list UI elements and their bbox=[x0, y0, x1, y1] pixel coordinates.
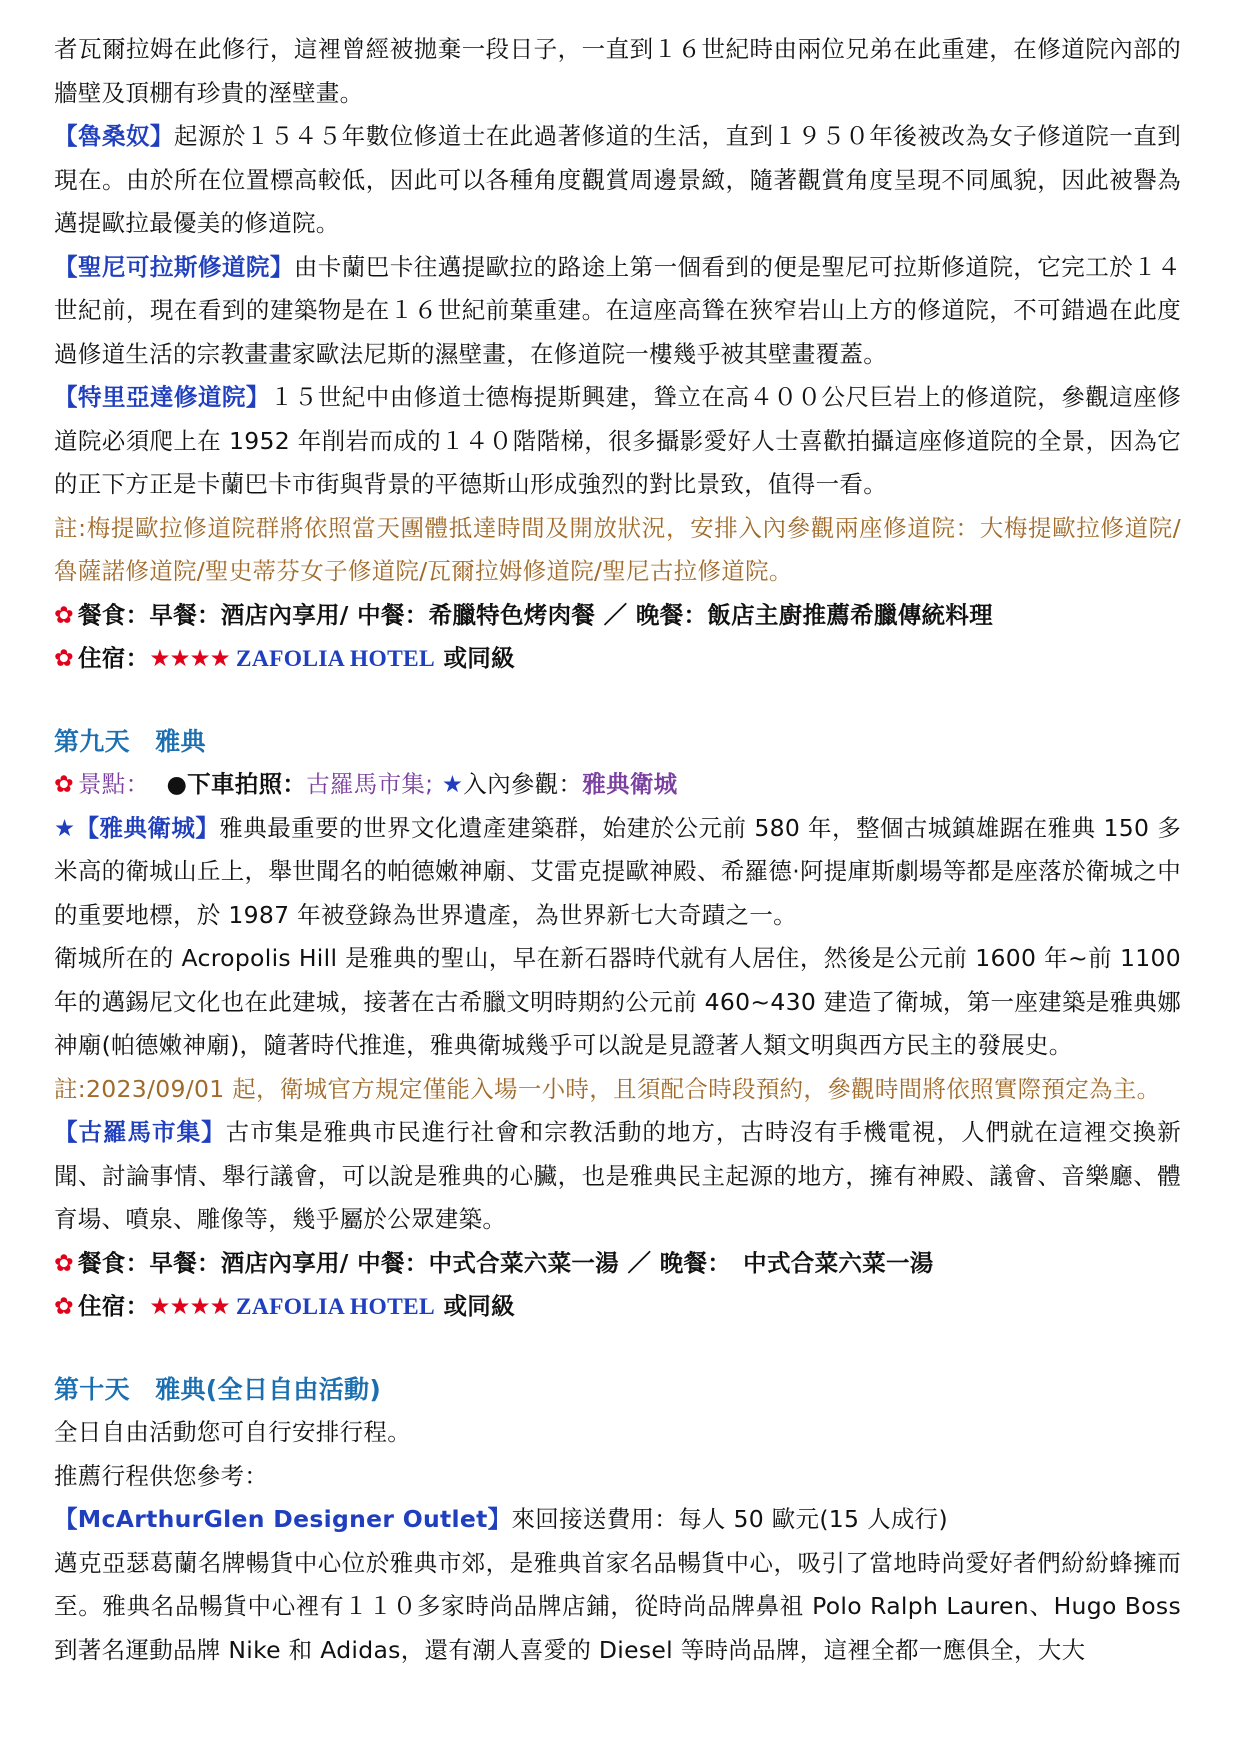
star-icon: ★ bbox=[441, 770, 464, 798]
day10-intro-2: 推薦行程供您參考： bbox=[54, 1461, 269, 1490]
paragraph-varlaam-continued: 者瓦爾拉姆在此修行，這裡曾經被拋棄一段日子，一直到１６世紀時由兩位兄弟在此重建，在修道院內部的牆壁及頂棚有珍貴的溼壁畫。 bbox=[54, 35, 1181, 107]
photo-stop-value: 古羅馬市集; bbox=[306, 770, 434, 798]
outlet-title: 【McArthurGlen Designer Outlet】 bbox=[54, 1505, 512, 1533]
hotel-name: ZAFOLIA HOTEL bbox=[229, 1294, 435, 1320]
paragraph-acropolis-history: 衛城所在的 Acropolis Hill 是雅典的聖山，早在新石器時代就有人居住，然後是公元前 1600 年~前 1100 年的邁錫尼文化也在此建城，接著在古希臘文明時期約公元前 460~430 建造了衛城，第一座建築是雅典娜神廟(帕德嫩神廟)，隨著時代推進，雅典衛城幾乎可以說是見證著人類文明與西方民主的發展史。 bbox=[54, 944, 1181, 1059]
acropolis-text: 雅典最重要的世界文化遺產建築群，始建於公元前 580 年，整個古城鎮雄踞在雅典 150 多米高的衛城山丘上，舉世聞名的帕德嫩神廟、艾雷克提歐神殿、希羅德·阿提庫斯劇場等都是座落於衛城之中的重要地標，於 1987 年被登錄為世界遺產，為世界新七大奇蹟之一。 bbox=[54, 813, 1181, 929]
holy-trinity-title: 【特里亞達修道院】 bbox=[54, 383, 270, 411]
day9-title: 第九天 雅典 bbox=[54, 726, 206, 756]
acropolis-note: 註:2023/09/01 起，衛城官方規定僅能入場一小時，且須配合時段預約，參觀時間將依照實際預定為主。 bbox=[54, 1074, 1161, 1103]
paragraph-st-nicholas bbox=[54, 246, 1181, 377]
rousanou-text: 起源於１５４５年數位修道士在此過著修道的生活，直到１９５０年後被改為女子修道院一直到現在。由於所在位置標高較低，因此可以各種角度觀賞周邊景緻，隨著觀賞角度呈現不同風貌，因此被譽為邁提歐拉最優美的修道院。 bbox=[54, 122, 1181, 237]
paragraph-outlet-fee bbox=[54, 1498, 1181, 1542]
day10-intro-1: 全日自由活動您可自行安排行程。 bbox=[54, 1418, 411, 1446]
visit-label: 入內參觀： bbox=[463, 770, 583, 798]
agora-title: 【古羅馬市集】 bbox=[54, 1118, 226, 1146]
st-nicholas-text: 由卡蘭巴卡往邁提歐拉的路途上第一個看到的便是聖尼可拉斯修道院，它完工於１４世紀前，現在看到的建築物是在１６世紀前葉重建。在這座高聳在狹窄岩山上方的修道院，不可錯過在此度過修道生活的宗教畫畫家歐法尼斯的濕壁畫，在修道院一樓幾乎被其壁畫覆蓋。 bbox=[54, 252, 1181, 368]
holy-trinity-text: １５世紀中由修道士德梅提斯興建，聳立在高４００公尺巨岩上的修道院，參觀這座修道院必須爬上在 1952 年削岩而成的１４０階階梯，很多攝影愛好人士喜歡拍攝這座修道院的全景，因為它的正下方正是卡蘭巴卡市街與背景的平德斯山形成強烈的對比景致，值得一看。 bbox=[54, 383, 1181, 498]
meteora-note: 註:梅提歐拉修道院群將依照當天團體抵達時間及開放狀況，安排入內參觀兩座修道院：大梅提歐拉修道院/魯薩諾修道院/聖史蒂芬女子修道院/瓦爾拉姆修道院/聖尼古拉修道院。 bbox=[54, 513, 1181, 585]
agora-text: 古市集是雅典市民進行社會和宗教活動的地方，古時沒有手機電視，人們就在這裡交換新聞、討論事情、舉行議會，可以說是雅典的心臟，也是雅典民主起源的地方，擁有神殿、議會、音樂廳、體育場、噴泉、雕像等，幾乎屬於公眾建築。 bbox=[54, 1118, 1181, 1233]
photo-stop-label: ●下車拍照： bbox=[166, 770, 307, 798]
visit-value: 雅典衛城 bbox=[582, 770, 678, 798]
st-nicholas-title: 【聖尼可拉斯修道院】 bbox=[54, 252, 294, 281]
hotel-label: 住宿： bbox=[78, 1292, 150, 1320]
paragraph-agora bbox=[54, 1111, 1181, 1242]
paragraph-acropolis bbox=[54, 807, 1181, 938]
acropolis-title: ★【雅典衛城】 bbox=[54, 813, 220, 842]
hotel-line-day9 bbox=[54, 1285, 1181, 1330]
hotel-suffix: 或同級 bbox=[435, 644, 515, 672]
day10-title: 第十天 雅典(全日自由活動) bbox=[54, 1374, 382, 1404]
hotel-stars: ★★★★ bbox=[149, 1292, 230, 1320]
meal-line-day8 bbox=[54, 594, 1181, 638]
hotel-name: ZAFOLIA HOTEL bbox=[229, 646, 435, 672]
meal-text: 餐食：早餐：酒店內享用/ 中餐：希臘特色烤肉餐 ／ 晚餐：飯店主廚推薦希臘傳統料理 bbox=[78, 600, 993, 629]
flower-icon: ✿ bbox=[54, 770, 74, 798]
paragraph-holy-trinity bbox=[54, 376, 1181, 507]
spots-label: 景點： bbox=[78, 770, 150, 798]
flower-icon: ✿ bbox=[54, 1248, 74, 1277]
outlet-fee: 來回接送費用：每人 50 歐元(15 人成行) bbox=[511, 1505, 948, 1533]
meal-text: 餐食：早餐：酒店內享用/ 中餐：中式合菜六菜一湯 ／ 晚餐： 中式合菜六菜一湯 bbox=[78, 1248, 934, 1277]
paragraph-rousanou bbox=[54, 115, 1181, 246]
spots-line-day9 bbox=[54, 763, 1181, 807]
hotel-label: 住宿： bbox=[78, 644, 150, 672]
flower-icon: ✿ bbox=[54, 644, 74, 672]
meal-line-day9 bbox=[54, 1242, 1181, 1286]
hotel-suffix: 或同級 bbox=[435, 1292, 515, 1320]
flower-icon: ✿ bbox=[54, 1292, 74, 1320]
rousanou-title: 【魯桑奴】 bbox=[54, 122, 174, 150]
hotel-stars: ★★★★ bbox=[149, 644, 230, 672]
paragraph-outlet: 邁克亞瑟葛蘭名牌暢貨中心位於雅典市郊，是雅典首家名品暢貨中心，吸引了當地時尚愛好者們紛紛蜂擁而至。雅典名品暢貨中心裡有１１０多家時尚品牌店鋪，從時尚品牌鼻祖 Polo Ralph Lauren、Hugo Boss 到著名運動品牌 Nike 和 Adidas，還有潮人喜愛的 Diesel 等時尚品牌，這裡全都一應俱全，大大 bbox=[54, 1548, 1181, 1664]
flower-icon: ✿ bbox=[54, 600, 74, 629]
hotel-line-day8 bbox=[54, 637, 1181, 682]
